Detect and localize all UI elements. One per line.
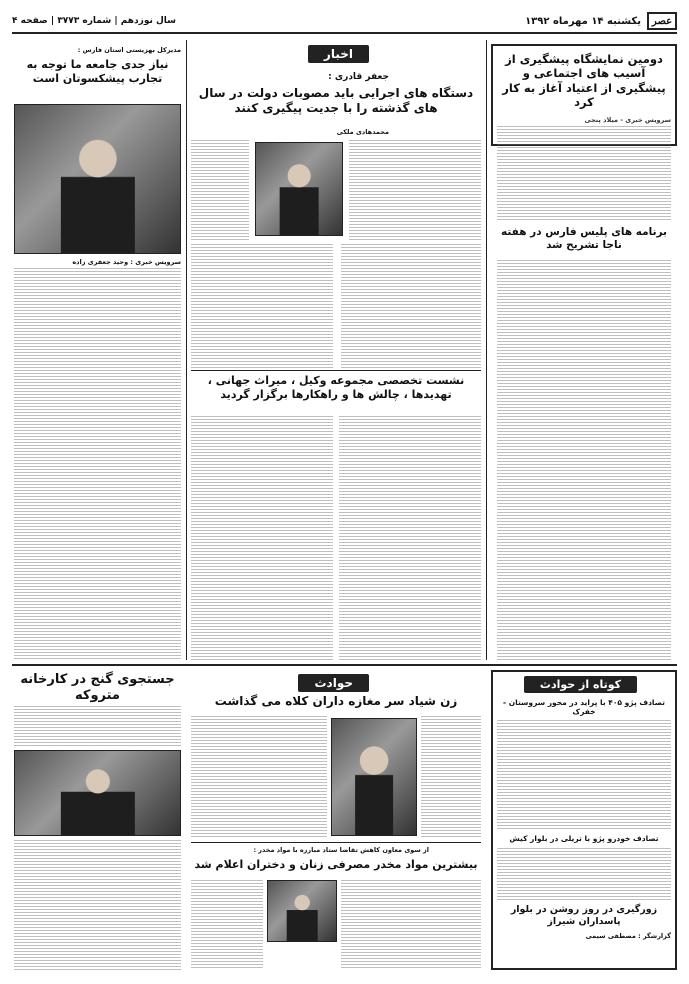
events-bottom-photo xyxy=(267,880,337,942)
events-item-2-title: تصادف خودرو پژو با تریلی در بلوار کیش xyxy=(509,834,659,843)
right-body-1 xyxy=(497,126,671,222)
news-separator xyxy=(191,370,481,371)
events-kicker-bottom: از سوی معاون کاهش تقاضا ستاد مبارزه با مواد مخدر : xyxy=(253,846,429,854)
events-bottom-body-1 xyxy=(341,880,481,970)
left-official-photo xyxy=(14,104,181,254)
news-body-4 xyxy=(191,244,333,368)
news-body-5 xyxy=(339,416,481,660)
events-section-tab: حوادث xyxy=(298,674,369,692)
issue-info: سال نوزدهم | شماره ۳۷۷۳ | صفحه ۴ xyxy=(12,16,177,26)
right-headline: دومین نمایشگاه پیشگیری از آسیب های اجتماعی و پیشگیری از اعتیاد آغاز به کار کرد xyxy=(502,52,666,110)
events-center-separator xyxy=(191,842,481,843)
events-byline-left: گزارشگر : مصطفی سیمی xyxy=(585,932,671,940)
news-body-2 xyxy=(191,140,249,240)
events-item-1-title: تصادف پژو ۴۰۵ با پراید در محور سروستان - خفرک xyxy=(503,698,665,717)
news-official-photo xyxy=(255,142,343,236)
news-sub-headline: نشست تخصصی مجموعه وکیل ، میراث جهانی ، تهدیدها ، چالش ها و راهکارها برگزار گردید xyxy=(207,374,465,401)
masthead xyxy=(12,10,677,34)
events-item-2-body xyxy=(497,848,671,900)
news-body-3 xyxy=(341,244,481,368)
news-kicker: جعفر قادری : xyxy=(328,72,389,82)
left-kicker: مدیرکل بهزیستی استان فارس : xyxy=(77,46,181,54)
column-rule-left xyxy=(186,40,187,660)
events-headline-bottom: بیشترین مواد مخدر مصرفی زنان و دختران اعلام شد xyxy=(194,858,478,871)
events-bottom-body-2 xyxy=(191,880,263,970)
events-factory-photo xyxy=(14,750,181,836)
issue-date: یکشنبه ۱۴ مهرماه ۱۳۹۲ xyxy=(525,15,641,27)
news-headline: دستگاه های اجرایی باید مصوبات دولت در سال های گذشته را با جدیت پیگیری کنند xyxy=(198,86,474,115)
right-body-2 xyxy=(497,260,671,660)
news-section-tab: اخبار xyxy=(308,45,369,63)
news-byline: محمدهادی ملکی xyxy=(336,128,389,136)
news-body-6 xyxy=(191,416,333,660)
right-sub-headline: برنامه های پلیس فارس در هفته ناجا تشریح شد xyxy=(501,226,667,252)
events-right-body-2 xyxy=(14,840,181,970)
news-body-1 xyxy=(349,140,481,240)
events-headline-left: زورگیری در روز روشن در بلوار پاسداران شیراز xyxy=(510,904,658,927)
events-center-body-2 xyxy=(191,716,327,838)
column-rule-right xyxy=(486,40,487,660)
left-body xyxy=(14,268,181,660)
events-right-body-1 xyxy=(14,706,181,746)
page-divider xyxy=(12,664,677,666)
left-byline: سرویس خبری : وحید جعفری زاده xyxy=(72,258,181,266)
events-headline-center: زن شیاد سر مغازه داران کلاه می گذاشت xyxy=(214,694,458,708)
events-box-title: کوتاه از حوادث xyxy=(524,676,637,693)
events-item-1-body xyxy=(497,720,671,830)
left-headline: نیاز جدی جامعه ما توجه به تجارب پیشکسوتان است xyxy=(26,58,169,85)
events-headline-right: جستجوی گنج در کارخانه متروکه xyxy=(20,672,175,704)
events-woman-photo xyxy=(331,718,417,836)
logo: عصر xyxy=(647,12,677,30)
right-byline: سرویس خبری - میلاد پنجی xyxy=(584,116,671,124)
events-center-body-1 xyxy=(421,716,481,838)
